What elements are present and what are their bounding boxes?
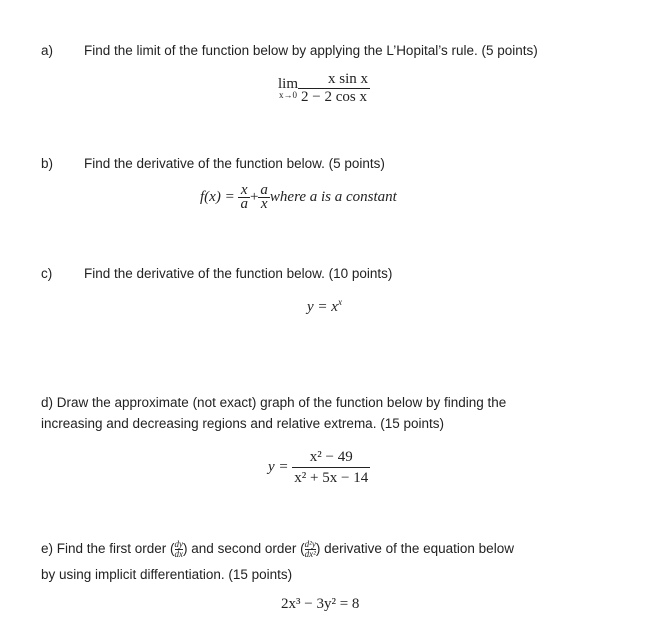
question-d-line2: increasing and decreasing regions and relative extrema. (15 points): [41, 416, 444, 431]
question-e-equation: 2x³ − 3y² = 8: [281, 596, 360, 612]
frac1-denominator: a: [240, 196, 248, 212]
question-c-text: Find the derivative of the function below. (10 points): [84, 266, 393, 281]
lim-word: lim: [278, 75, 299, 92]
second-derivative-notation: [305, 540, 316, 559]
fraction-x-over-a: [238, 184, 250, 211]
limit-fraction: [298, 71, 370, 106]
plus-sign: +: [249, 189, 259, 205]
frac2-denominator: x: [258, 197, 270, 211]
rational-fraction: [292, 447, 370, 488]
first-deriv-num: dy: [174, 539, 184, 549]
question-d-equation: [268, 447, 370, 488]
question-b-text: Find the derivative of the function below. (5 points): [84, 156, 385, 171]
question-a-equation: [278, 71, 370, 106]
question-b-equation: [200, 184, 397, 211]
rational-denominator: x² + 5x − 14: [292, 467, 370, 488]
rational-lhs: y =: [268, 459, 289, 475]
power-exponent: x: [337, 297, 342, 307]
lim-subscript: x→0: [279, 89, 297, 100]
question-a-label: a): [41, 43, 54, 58]
question-b-label: b): [41, 156, 54, 171]
question-e-line2: by using implicit differentiation. (15 points): [41, 567, 293, 582]
question-c-equation: [307, 297, 342, 316]
e-part3: ) derivative of the equation below: [315, 541, 514, 557]
limit-denominator: 2 − 2 cos x: [298, 88, 370, 106]
question-c-label: c): [41, 266, 53, 281]
power-base: y = x: [307, 299, 338, 315]
limit-numerator: x sin x: [328, 71, 369, 87]
e-part2: ) and second order (: [183, 541, 305, 557]
frac2-numerator: a: [260, 182, 268, 198]
second-deriv-den: dx²: [304, 549, 316, 559]
question-d-line1: d) Draw the approximate (not exact) graph of the function below by finding the: [41, 395, 507, 410]
question-a-text: Find the limit of the function below by applying the L’Hopital’s rule. (5 points): [84, 43, 538, 58]
first-derivative-notation: [175, 540, 184, 559]
first-deriv-den: dx: [174, 549, 184, 559]
e-part1: e) Find the first order (: [41, 541, 175, 557]
second-deriv-num: d²y: [304, 539, 316, 549]
question-e-line1: [41, 540, 514, 559]
rational-numerator: x² − 49: [309, 449, 353, 465]
frac1-numerator: x: [240, 182, 248, 198]
constant-note: where a is a constant: [269, 189, 397, 205]
fraction-a-over-x: [258, 184, 270, 211]
function-lhs: f(x) =: [200, 189, 235, 205]
